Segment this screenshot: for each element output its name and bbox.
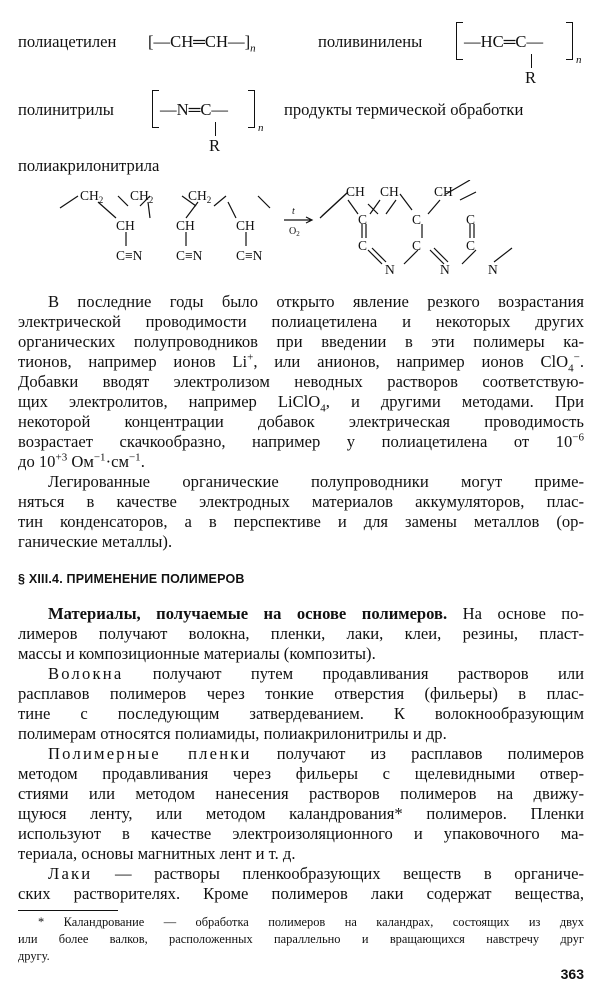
nitrile-label: C≡N: [236, 248, 263, 263]
paragraph-line: Полимерные пленки получают из расплавов полимеров: [48, 744, 584, 763]
nitrile-label: C≡N: [176, 248, 203, 263]
c-label: C: [412, 238, 422, 253]
page-number: 363: [560, 966, 584, 982]
term-spaced: Лаки: [48, 864, 93, 883]
ring-bond: [386, 180, 476, 214]
ring-bond: [320, 192, 348, 218]
bracket-right: [566, 22, 573, 60]
n-label: N: [488, 262, 498, 277]
formula-polyvinylene: —HC═C—: [464, 32, 544, 51]
paragraph-line: полимерам относятся полиамиды, полиакрилонитрилы и др.: [18, 724, 447, 743]
paragraph-line: некоторой концентрации добавок электрическая проводимость: [18, 412, 584, 431]
formula-polynitrile: —N═C—: [160, 100, 228, 119]
paragraph-line: Волокна получают путем продавливания растворов или: [48, 664, 584, 683]
c-label: C: [358, 238, 368, 253]
paragraph-line: методом продавливания через фильеры с щелевидными отвер-: [18, 764, 584, 783]
paragraph-line: возрастает скачкообразно, например у полиацетилена от $10^{-6}$: [18, 431, 584, 451]
c-label: C: [466, 212, 476, 227]
label-polyacetylene: полиацетилен: [18, 32, 117, 51]
paragraph-line: тионов, например ионов Li+, или анионов, например ионов ClO$_4$−.: [18, 351, 584, 375]
condition-label: $O_2$: [289, 226, 300, 238]
ch-label: CH: [116, 218, 135, 233]
term-spaced: Волокна: [48, 664, 124, 683]
paragraph-line: расплавов полимеров через тонкие отверстия (фильеры) в плас-: [18, 684, 584, 703]
polymer-formula-row-1: полиацетилен $[—CH═CH—]_n$ поливинилены —HC═C— n R: [18, 30, 598, 90]
paragraph-line: Материалы, получаемые на основе полимеров. На основе по-: [48, 604, 584, 623]
substituent-r: R: [209, 136, 221, 155]
label-polynitriles: полинитрилы: [18, 100, 114, 119]
nitrile-bond: [126, 232, 246, 246]
paragraph-line: ганические металлы).: [18, 532, 173, 551]
n-label: N: [440, 262, 450, 277]
term-spaced: Полимерные пленки: [48, 744, 252, 763]
ch-label: CH: [346, 184, 365, 199]
paragraph-line: Добавки вводят электролизом неводных растворов соответствую-: [18, 372, 584, 391]
footnote-rule: [18, 910, 118, 911]
nitrile-label: C≡N: [116, 248, 143, 263]
ch2-label: $CH_2$: [130, 188, 154, 205]
section-heading: § XIII.4. ПРИМЕНЕНИЕ ПОЛИМЕРОВ: [18, 572, 245, 586]
substituent-r: R: [525, 68, 537, 87]
paragraph-line: Легированные органические полупроводники могут приме-: [48, 472, 584, 491]
paragraph-line: электрической проводимости полиацетилена и некоторых других: [18, 312, 584, 331]
bond-vertical: [531, 54, 532, 68]
reaction-scheme: [0, 180, 600, 280]
footnote-line: или более валков, расположенных параллельно и вращающихся навстречу друг: [18, 932, 584, 946]
ch-label: CH: [176, 218, 195, 233]
paragraph-line: до $10^{+3}$ $Ом^{-1}\cdot см^{-1}$.: [18, 451, 145, 471]
paragraph-line: органических полупроводников при введении в эти полимеры ка-: [18, 332, 584, 351]
paragraph-line: няться в качестве электродных материалов аккумуляторов, плас-: [18, 492, 584, 511]
paragraph-line: массы и композиционные материалы (композиты).: [18, 644, 376, 663]
polymer-formula-row-2: полинитрилы —N═C— n R продукты термической обработки: [18, 90, 598, 160]
c-label: C: [358, 212, 368, 227]
bond-vertical: [215, 122, 216, 136]
paragraph-line: тине с последующим затвердеванием. К волокнообразующим: [18, 704, 584, 723]
ch-label: CH: [380, 184, 399, 199]
paragraph-line: щих электролитов, например LiClO$_4$, и другими методами. При: [18, 392, 584, 415]
ch-label: CH: [434, 184, 453, 199]
ch-label: CH: [236, 218, 255, 233]
paragraph-line: стиями или методом нанесения растворов полимеров на движу-: [18, 784, 584, 803]
condition-label: t: [292, 206, 295, 217]
footnote-line: другу.: [18, 949, 50, 963]
ch2-label: $CH_2$: [80, 188, 104, 205]
n-label: N: [385, 262, 395, 277]
paragraph-line: лимеров получают волокна, пленки, лаки, клеи, резины, пласт-: [18, 624, 584, 643]
paragraph-line: используют в качестве электроизоляционного и упаковочного ма-: [18, 824, 584, 843]
bracket-left: [456, 22, 463, 60]
paragraph-line: Лаки — растворы пленкообразующих веществ в органиче-: [48, 864, 584, 883]
bracket-left: [152, 90, 159, 128]
paragraph-line: В последние годы было открыто явление резкого возрастания: [48, 292, 584, 311]
label-polyacrylonitrile: полиакрилонитрила: [18, 156, 160, 175]
reaction-arrow: [284, 217, 312, 223]
c-label: C: [466, 238, 476, 253]
footnote-line: * Каландрование — обработка полимеров на каландрах, состоящих из двух: [38, 915, 584, 929]
paragraph-line: ских растворителях. Кроме полимеров лаки содержат вещества,: [18, 884, 584, 903]
bracket-right: [248, 90, 255, 128]
paragraph-line: щуюся ленту, или методом каландрования* полимеров. Пленки: [18, 804, 584, 823]
label-thermal-products: продукты термической обработки: [284, 100, 524, 119]
paragraph-line: териала, основы магнитных лент и т. д.: [18, 844, 296, 863]
formula-polyacetylene: $[—CH═CH—]_n$: [148, 32, 256, 55]
label-polyvinylenes: поливинилены: [318, 32, 423, 51]
ch2-label: $CH_2$: [188, 188, 212, 205]
paragraph-line: тин конденсаторов, а в перспективе и для замены металлов (ор-: [18, 512, 584, 531]
paragraph-lead: Материалы, получаемые на основе полимеров.: [48, 604, 448, 623]
c-label: C: [412, 212, 422, 227]
